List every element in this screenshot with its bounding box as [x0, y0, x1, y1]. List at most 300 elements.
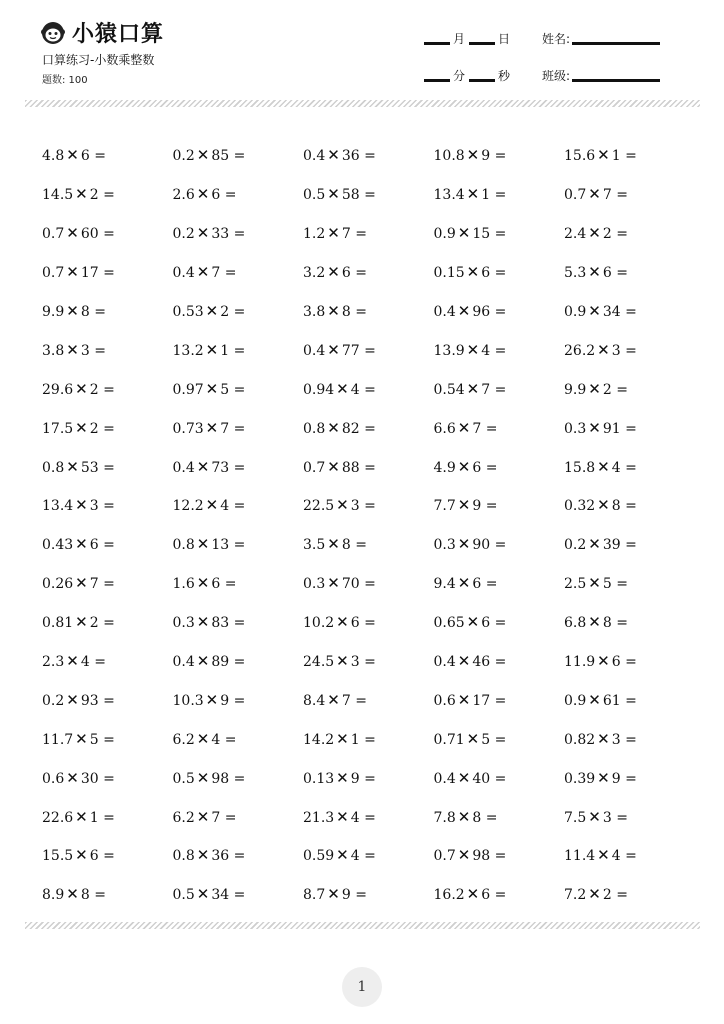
problem-item: [303, 691, 434, 709]
equals-sign: =: [364, 654, 376, 671]
multiplier: 4: [220, 498, 230, 515]
problem-item: [42, 574, 173, 592]
multiplicand: 0.94: [303, 381, 335, 398]
multiplicand: 8.9: [42, 887, 65, 904]
multiplier: 8: [80, 304, 90, 320]
problem-item: [564, 185, 695, 203]
multiplier: 3: [611, 342, 621, 359]
multiplicand: 1.6: [172, 576, 195, 593]
equals-sign: =: [494, 304, 507, 320]
multiplicand: 17.5: [42, 420, 74, 437]
equals-sign: =: [494, 342, 507, 359]
multiply-icon: ✕: [588, 224, 601, 243]
equals-sign: =: [485, 498, 498, 515]
multiplier: 17: [472, 692, 491, 709]
multiply-icon: ✕: [327, 690, 340, 709]
multiplicand: 15.5: [42, 848, 74, 865]
multiply-icon: ✕: [196, 846, 210, 865]
multiply-icon: ✕: [205, 302, 219, 320]
multiplicand: 22.6: [42, 809, 74, 826]
multiplier: 6: [481, 265, 491, 282]
multiplicand: 2.3: [42, 654, 65, 671]
multiplier: 98: [211, 770, 230, 787]
equals-sign: =: [233, 848, 246, 865]
multiply-icon: ✕: [588, 302, 601, 320]
multiplicand: 0.5: [303, 187, 326, 204]
multiplicand: 21.3: [303, 809, 335, 826]
multiply-icon: ✕: [327, 340, 340, 359]
multiplier: 7: [341, 692, 351, 709]
equals-sign: =: [364, 381, 376, 398]
problem-item: [173, 224, 304, 242]
problem-item: [173, 730, 304, 748]
multiply-icon: ✕: [597, 340, 610, 359]
multiplier: 85: [211, 148, 230, 165]
problem-row: [42, 719, 702, 758]
problem-item: [564, 808, 695, 826]
multiply-icon: ✕: [466, 729, 480, 748]
problem-row: [42, 408, 702, 447]
multiplicand: 0.43: [42, 537, 74, 554]
multiplier: 77: [341, 342, 360, 359]
multiply-icon: ✕: [66, 340, 79, 359]
problem-item: [564, 458, 695, 476]
problem-item: [564, 535, 695, 553]
problem-item: [42, 613, 173, 631]
problem-item: [173, 302, 304, 320]
problem-item: [173, 146, 304, 164]
equals-sign: =: [616, 887, 628, 904]
multiplier: 4: [350, 809, 360, 826]
equals-sign: =: [625, 848, 637, 865]
problem-item: [173, 613, 304, 631]
multiplier: 2: [89, 615, 99, 632]
multiplicand: 0.3: [303, 576, 326, 593]
multiplier: 30: [80, 770, 99, 787]
equals-sign: =: [625, 731, 637, 748]
multiply-icon: ✕: [597, 768, 610, 787]
month-label: 月: [453, 32, 466, 46]
problem-item: [303, 846, 434, 864]
equals-sign: =: [233, 654, 246, 671]
problem-grid: [42, 136, 702, 914]
multiply-icon: ✕: [457, 690, 471, 709]
multiply-icon: ✕: [597, 652, 610, 671]
multiply-icon: ✕: [66, 302, 79, 320]
equals-sign: =: [103, 809, 115, 826]
multiply-icon: ✕: [66, 652, 79, 671]
problem-item: [564, 419, 695, 437]
problem-row: [42, 486, 702, 525]
multiply-icon: ✕: [457, 652, 471, 671]
equals-sign: =: [625, 420, 637, 437]
problem-item: [303, 380, 434, 398]
multiply-icon: ✕: [336, 768, 349, 787]
multiplicand: 2.6: [172, 187, 195, 204]
multiplier: 2: [602, 226, 612, 243]
multiplier: 4: [211, 731, 221, 748]
multiply-icon: ✕: [597, 846, 610, 865]
multiplier: 90: [472, 537, 491, 554]
multiply-icon: ✕: [75, 729, 88, 748]
multiplier: 4: [481, 342, 491, 359]
minute-field: [424, 67, 465, 84]
equals-sign: =: [616, 265, 628, 282]
problem-row: [42, 175, 702, 214]
multiplier: 7: [602, 187, 612, 204]
multiplicand: 0.4: [172, 265, 195, 282]
multiply-icon: ✕: [597, 457, 610, 476]
problem-item: [42, 146, 173, 164]
multiply-icon: ✕: [597, 146, 610, 165]
multiplicand: 15.8: [564, 459, 596, 476]
month-blank: [424, 42, 450, 45]
multiply-icon: ✕: [196, 457, 210, 476]
multiplier: 6: [211, 187, 221, 204]
name-field: [542, 30, 663, 47]
multiply-icon: ✕: [457, 457, 471, 476]
multiply-icon: ✕: [75, 496, 88, 515]
equals-sign: =: [494, 226, 507, 243]
multiplicand: 0.26: [42, 576, 74, 593]
multiply-icon: ✕: [66, 457, 79, 476]
multiply-icon: ✕: [588, 885, 601, 904]
equals-sign: =: [485, 459, 498, 476]
multiply-icon: ✕: [196, 807, 210, 826]
multiply-icon: ✕: [336, 807, 349, 826]
multiplier: 2: [602, 381, 612, 398]
bottom-divider: [25, 922, 700, 929]
multiplicand: 5.3: [564, 265, 587, 282]
equals-sign: =: [233, 420, 246, 437]
multiplier: 8: [341, 537, 351, 554]
multiplier: 6: [602, 265, 612, 282]
problem-item: [303, 146, 434, 164]
multiply-icon: ✕: [75, 613, 88, 632]
equals-sign: =: [233, 887, 246, 904]
multiplier: 4: [611, 459, 621, 476]
problem-row: [42, 136, 702, 175]
multiply-icon: ✕: [327, 885, 340, 904]
multiply-icon: ✕: [588, 535, 601, 554]
multiply-icon: ✕: [66, 768, 79, 787]
multiplicand: 8.4: [303, 692, 326, 709]
problem-item: [434, 652, 565, 670]
multiplier: 2: [89, 187, 99, 204]
multiply-icon: ✕: [205, 379, 219, 398]
multiplicand: 7.2: [564, 887, 587, 904]
multiplicand: 0.8: [172, 537, 195, 554]
problem-item: [434, 185, 565, 203]
problem-item: [564, 263, 695, 281]
multiplier: 34: [602, 304, 621, 320]
multiplicand: 7.5: [564, 809, 587, 826]
multiplier: 36: [211, 848, 230, 865]
problem-item: [42, 885, 173, 903]
multiplicand: 6.2: [172, 809, 195, 826]
multiply-icon: ✕: [588, 807, 601, 826]
problem-item: [173, 846, 304, 864]
equals-sign: =: [355, 226, 367, 243]
equals-sign: =: [224, 576, 237, 593]
multiply-icon: ✕: [66, 885, 79, 904]
multiplicand: 11.7: [42, 731, 74, 748]
multiplier: 6: [481, 887, 491, 904]
multiplicand: 0.2: [42, 692, 65, 709]
equals-sign: =: [355, 537, 367, 554]
multiplicand: 0.2: [564, 537, 587, 554]
multiplicand: 6.6: [433, 420, 456, 437]
multiply-icon: ✕: [66, 690, 79, 709]
multiplier: 3: [611, 731, 621, 748]
class-label: 班级:: [542, 69, 571, 83]
multiplier: 8: [80, 887, 90, 904]
multiplicand: 0.4: [303, 148, 326, 165]
multiplicand: 0.8: [303, 420, 326, 437]
multiplicand: 22.5: [303, 498, 335, 515]
multiplicand: 0.8: [172, 848, 195, 865]
equals-sign: =: [625, 537, 637, 554]
multiply-icon: ✕: [196, 263, 210, 282]
worksheet-header: [0, 0, 724, 100]
multiplier: 8: [602, 615, 612, 632]
multiply-icon: ✕: [75, 418, 88, 437]
equals-sign: =: [103, 537, 115, 554]
multiply-icon: ✕: [205, 690, 219, 709]
logo: [40, 17, 164, 48]
problem-row: [42, 292, 702, 331]
equals-sign: =: [364, 770, 376, 787]
multiplicand: 0.65: [433, 615, 465, 632]
equals-sign: =: [103, 770, 115, 787]
multiplier: 3: [602, 809, 612, 826]
name-blank: [572, 42, 660, 45]
problem-item: [173, 341, 304, 359]
problem-item: [434, 574, 565, 592]
multiplier: 46: [472, 654, 491, 671]
equals-sign: =: [364, 459, 376, 476]
multiplier: 1: [220, 342, 230, 359]
multiplicand: 0.39: [564, 770, 596, 787]
multiply-icon: ✕: [336, 379, 349, 398]
multiply-icon: ✕: [588, 574, 601, 593]
second-field: [469, 67, 510, 84]
equals-sign: =: [364, 809, 376, 826]
multiply-icon: ✕: [457, 768, 471, 787]
problem-item: [564, 146, 695, 164]
equals-sign: =: [485, 420, 498, 437]
problem-item: [173, 808, 304, 826]
multiplicand: 10.2: [303, 615, 335, 632]
multiplicand: 10.8: [433, 148, 465, 165]
multiplier: 2: [220, 304, 230, 320]
equals-sign: =: [494, 848, 507, 865]
equals-sign: =: [355, 265, 367, 282]
equals-sign: =: [494, 770, 507, 787]
multiply-icon: ✕: [327, 146, 340, 165]
multiplier: 34: [211, 887, 230, 904]
problem-item: [564, 341, 695, 359]
multiplier: 2: [89, 381, 99, 398]
problem-item: [434, 691, 565, 709]
multiplicand: 0.71: [433, 731, 465, 748]
multiply-icon: ✕: [588, 690, 601, 709]
equals-sign: =: [94, 148, 106, 165]
equals-sign: =: [355, 887, 367, 904]
multiply-icon: ✕: [597, 496, 610, 515]
problem-row: [42, 797, 702, 836]
multiply-icon: ✕: [66, 263, 79, 282]
multiply-icon: ✕: [457, 574, 471, 593]
multiplicand: 6.2: [172, 731, 195, 748]
problem-item: [434, 263, 565, 281]
multiplier: 7: [341, 226, 351, 243]
page-number: 1: [342, 967, 382, 1007]
multiplier: 8: [611, 498, 621, 515]
multiplicand: 0.32: [564, 498, 596, 515]
problem-item: [42, 224, 173, 242]
problem-item: [303, 224, 434, 242]
multiplier: 6: [481, 615, 491, 632]
multiplicand: 0.8: [42, 459, 65, 476]
multiplicand: 0.7: [433, 848, 456, 865]
problem-item: [564, 613, 695, 631]
multiplier: 7: [481, 381, 491, 398]
equals-sign: =: [364, 342, 376, 359]
multiplicand: 0.7: [564, 187, 587, 204]
multiplicand: 0.5: [172, 887, 195, 904]
problem-item: [42, 419, 173, 437]
minute-label: 分: [453, 69, 466, 83]
multiplicand: 3.2: [303, 265, 326, 282]
multiply-icon: ✕: [457, 302, 471, 320]
multiply-icon: ✕: [75, 807, 88, 826]
multiplicand: 3.8: [303, 304, 326, 320]
problem-item: [434, 458, 565, 476]
problem-item: [434, 302, 565, 320]
equals-sign: =: [616, 615, 628, 632]
problem-item: [42, 380, 173, 398]
problem-item: [173, 496, 304, 514]
equals-sign: =: [103, 692, 115, 709]
multiply-icon: ✕: [466, 340, 480, 359]
equals-sign: =: [224, 187, 237, 204]
problem-item: [303, 613, 434, 631]
equals-sign: =: [494, 537, 507, 554]
equals-sign: =: [355, 692, 367, 709]
problem-item: [173, 263, 304, 281]
problem-item: [173, 419, 304, 437]
multiply-icon: ✕: [196, 574, 210, 593]
multiplicand: 3.5: [303, 537, 326, 554]
multiplier: 8: [472, 809, 482, 826]
multiply-icon: ✕: [205, 340, 219, 359]
problem-item: [42, 769, 173, 787]
multiply-icon: ✕: [466, 146, 480, 165]
multiplicand: 6.8: [564, 615, 587, 632]
equals-sign: =: [485, 809, 498, 826]
multiplicand: 0.7: [42, 226, 65, 243]
problem-item: [303, 185, 434, 203]
multiplicand: 0.9: [433, 226, 456, 243]
multiply-icon: ✕: [327, 302, 340, 320]
multiplicand: 4.8: [42, 148, 65, 165]
multiplier: 6: [89, 848, 99, 865]
problem-item: [303, 302, 434, 320]
multiplicand: 2.4: [564, 226, 587, 243]
equals-sign: =: [94, 887, 106, 904]
problem-row: [42, 680, 702, 719]
multiplier: 93: [80, 692, 99, 709]
problem-item: [564, 730, 695, 748]
multiplier: 5: [602, 576, 612, 593]
multiplier: 9: [611, 770, 621, 787]
multiplicand: 0.7: [303, 459, 326, 476]
problem-row: [42, 330, 702, 369]
multiply-icon: ✕: [75, 846, 88, 865]
multiplier: 5: [89, 731, 99, 748]
multiply-icon: ✕: [466, 263, 480, 282]
multiplicand: 0.2: [172, 148, 195, 165]
problem-item: [173, 185, 304, 203]
multiplier: 6: [350, 615, 360, 632]
problem-row: [42, 253, 702, 292]
problem-row: [42, 875, 702, 914]
multiply-icon: ✕: [75, 379, 88, 398]
multiplicand: 24.5: [303, 654, 335, 671]
multiplier: 1: [350, 731, 360, 748]
multiplier: 6: [472, 576, 482, 593]
multiplier: 6: [211, 576, 221, 593]
multiplicand: 16.2: [433, 887, 465, 904]
multiply-icon: ✕: [196, 885, 210, 904]
equals-sign: =: [94, 304, 106, 320]
problem-item: [42, 846, 173, 864]
multiplier: 3: [80, 342, 90, 359]
multiplicand: 0.6: [42, 770, 65, 787]
class-field: [542, 67, 663, 84]
equals-sign: =: [233, 148, 246, 165]
day-field: [469, 30, 510, 47]
multiplicand: 0.4: [433, 770, 456, 787]
multiplicand: 7.7: [433, 498, 456, 515]
equals-sign: =: [224, 809, 237, 826]
multiplier: 53: [80, 459, 99, 476]
equals-sign: =: [103, 576, 115, 593]
problem-item: [303, 458, 434, 476]
problem-item: [434, 419, 565, 437]
equals-sign: =: [494, 692, 507, 709]
multiplier: 4: [350, 381, 360, 398]
multiplier: 98: [472, 848, 491, 865]
equals-sign: =: [364, 148, 376, 165]
problem-item: [173, 380, 304, 398]
equals-sign: =: [233, 615, 246, 632]
equals-sign: =: [616, 187, 628, 204]
multiply-icon: ✕: [588, 613, 601, 632]
class-blank: [572, 79, 660, 82]
problem-item: [564, 302, 695, 320]
multiplier: 70: [341, 576, 360, 593]
multiplier: 6: [611, 654, 621, 671]
multiplier: 9: [350, 770, 360, 787]
day-blank: [469, 42, 495, 45]
problem-row: [42, 447, 702, 486]
problem-item: [434, 769, 565, 787]
equals-sign: =: [625, 498, 637, 515]
equals-sign: =: [233, 304, 246, 320]
multiplicand: 7.8: [433, 809, 456, 826]
